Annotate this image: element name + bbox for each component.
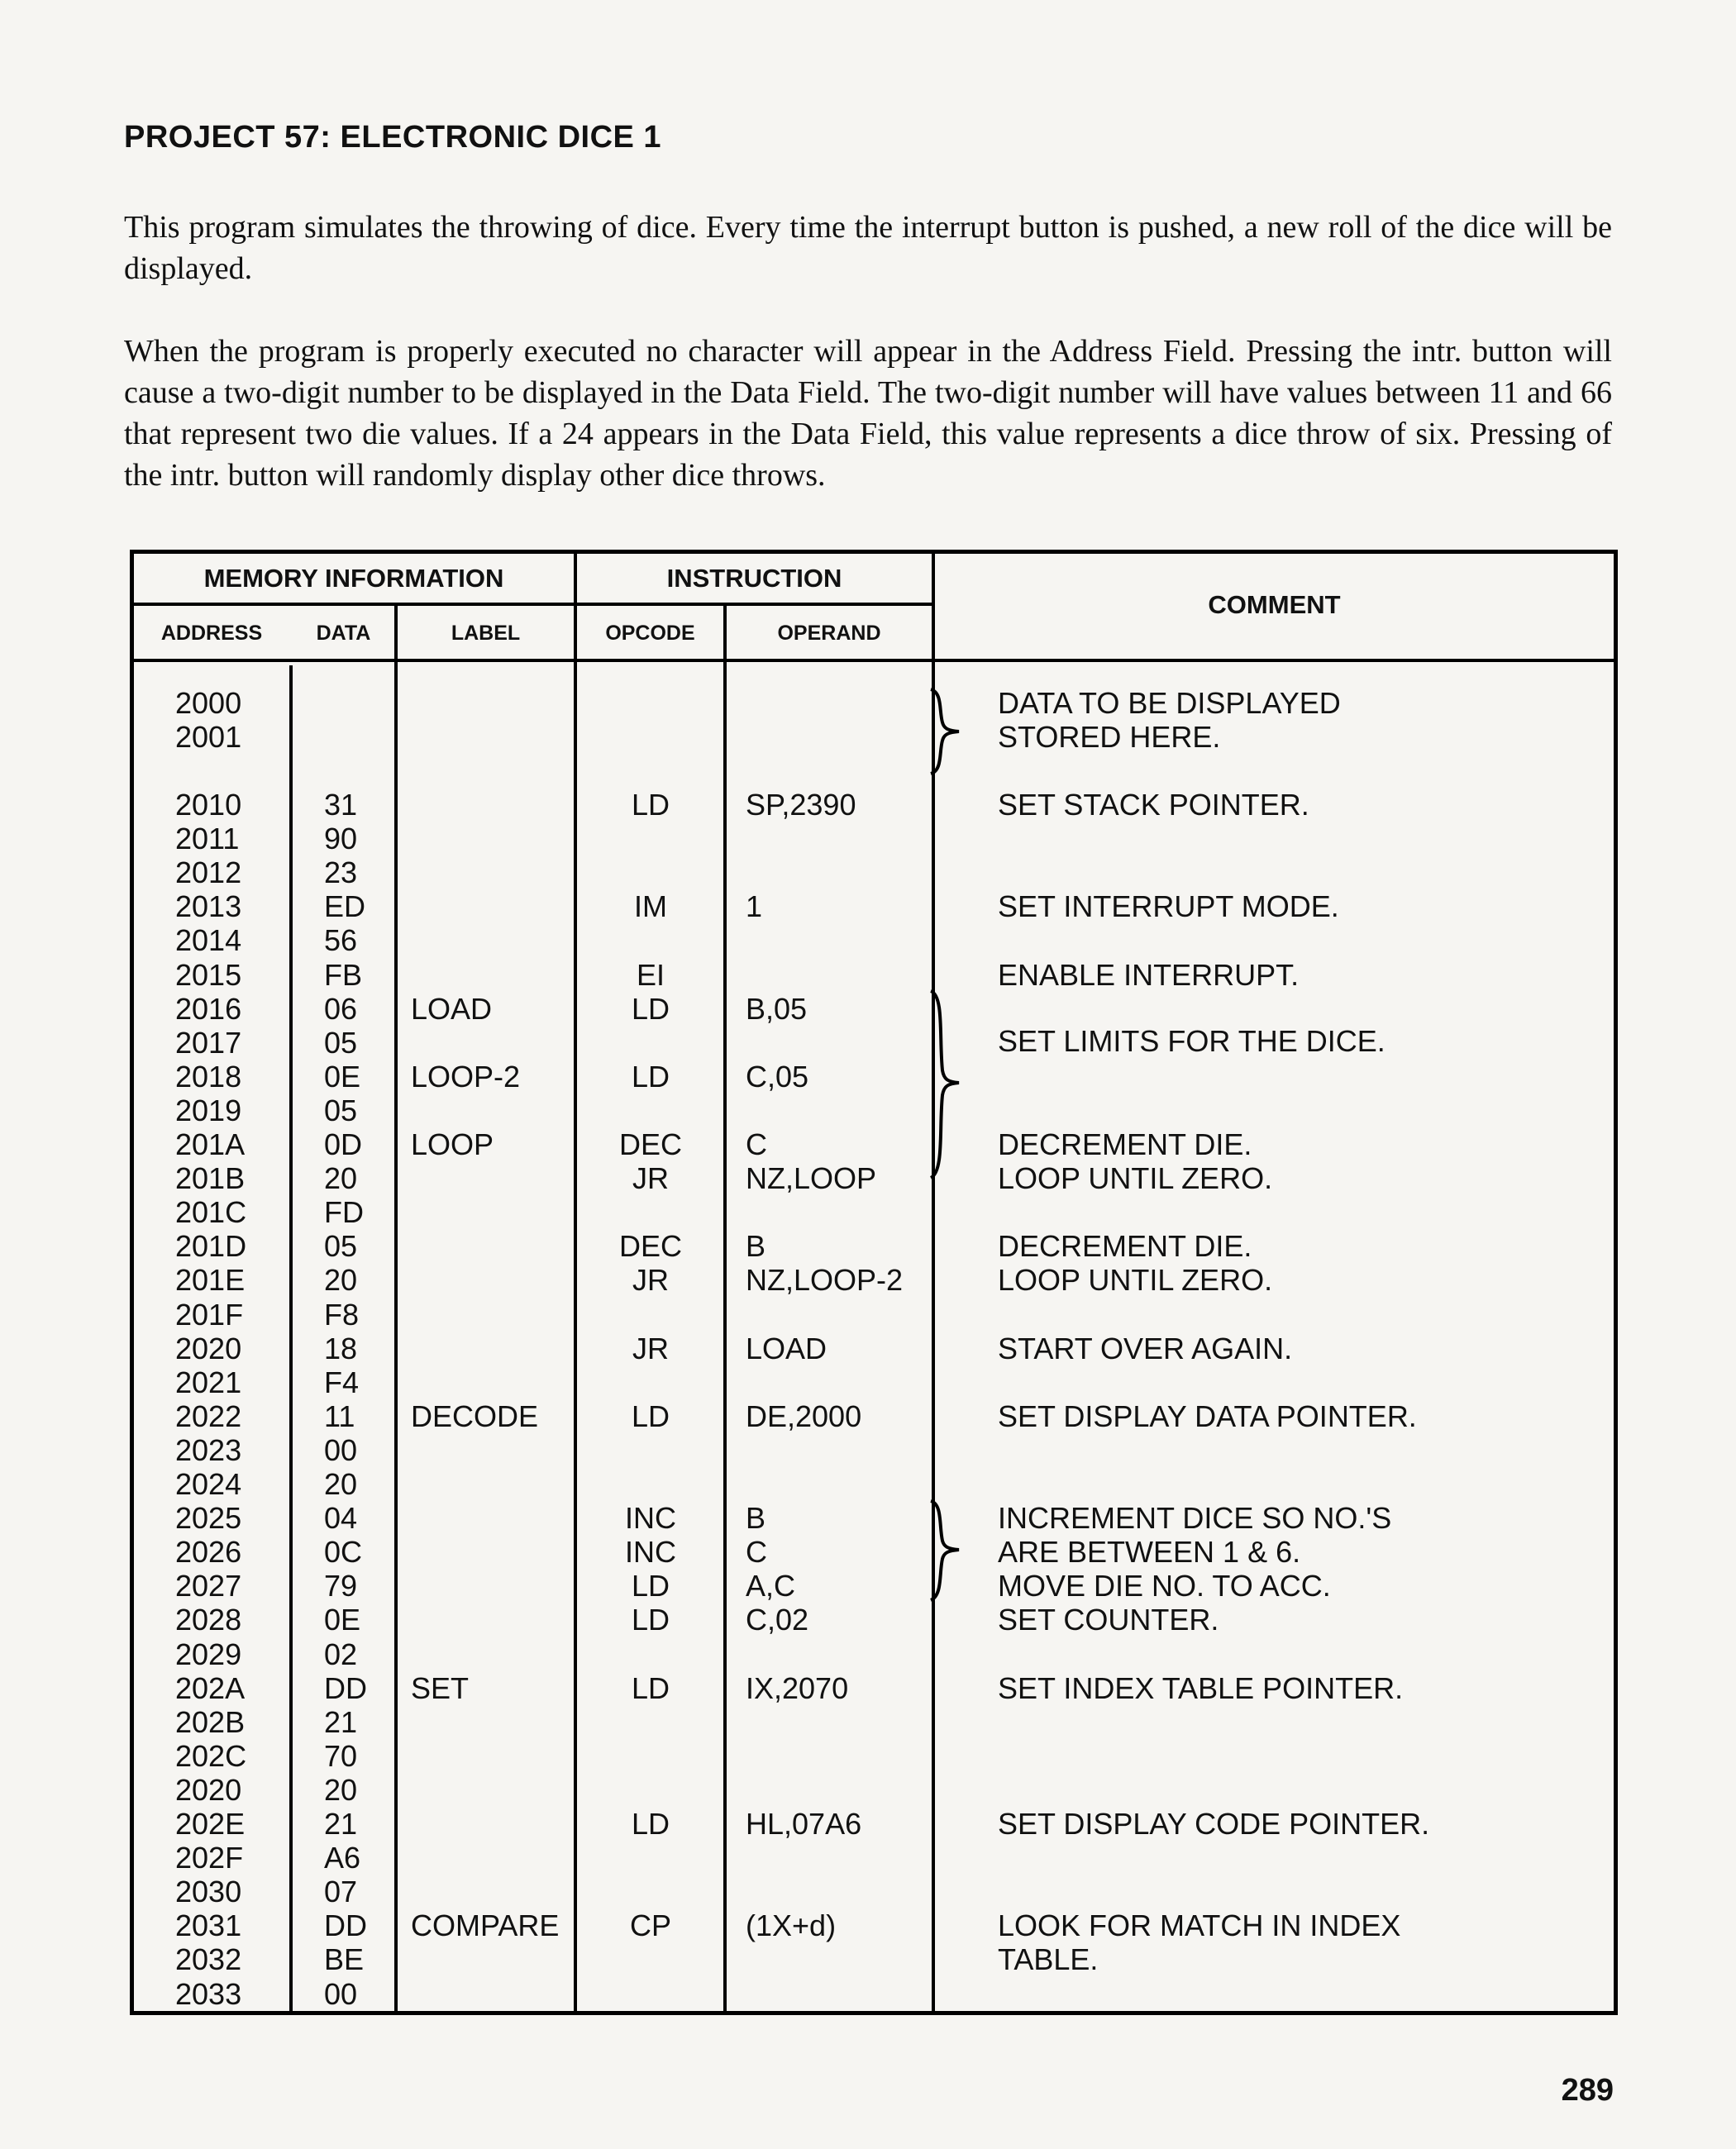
- data-cell: 05: [324, 1229, 358, 1264]
- table-row: [134, 1161, 1614, 1195]
- data-cell: 18: [324, 1331, 358, 1365]
- operand-cell: DE,2000: [746, 1399, 862, 1433]
- operand-cell: C,02: [746, 1603, 809, 1637]
- table-row: [134, 1298, 1614, 1332]
- data-cell: 20: [324, 1467, 358, 1501]
- comment-cell: ARE BETWEEN 1 & 6.: [998, 1535, 1301, 1570]
- operand-cell: HL,07A6: [746, 1807, 862, 1841]
- table-row: [134, 1977, 1614, 2011]
- comment-cell: SET INTERRUPT MODE.: [998, 889, 1339, 924]
- address-cell: 2018: [175, 1059, 242, 1094]
- address-cell: 201C: [175, 1195, 247, 1230]
- operand-cell: SP,2390: [746, 788, 856, 822]
- comment-cell: ENABLE INTERRUPT.: [998, 957, 1300, 992]
- comment-cell: SET DISPLAY CODE POINTER.: [998, 1807, 1430, 1841]
- intro-paragraph: This program simulates the throwing of dice. Every time the interrupt button is pushed, a new roll of the dice will be displayed.: [124, 210, 1612, 286]
- data-cell: 0E: [324, 1059, 361, 1094]
- address-cell: 2021: [175, 1365, 242, 1399]
- table-row: [134, 1263, 1614, 1297]
- data-cell: 31: [324, 788, 358, 822]
- address-cell: 2026: [175, 1535, 242, 1570]
- table-row: [134, 788, 1614, 822]
- comment-cell: STORED HERE.: [998, 720, 1221, 754]
- comment-cell: LOOP UNTIL ZERO.: [998, 1161, 1273, 1196]
- table-row: [134, 1332, 1614, 1365]
- table-row: [134, 1399, 1614, 1433]
- address-cell: 202F: [175, 1841, 244, 1875]
- address-cell: 2025: [175, 1501, 242, 1536]
- table-row: [134, 1433, 1614, 1467]
- data-cell: 70: [324, 1738, 358, 1773]
- comment-cell: SET LIMITS FOR THE DICE.: [998, 1023, 1385, 1058]
- address-cell: 202A: [175, 1670, 246, 1705]
- table-row: [134, 1467, 1614, 1501]
- table-row: [134, 1501, 1614, 1535]
- data-cell: 0C: [324, 1535, 363, 1570]
- comment-cell: LOOP UNTIL ZERO.: [998, 1263, 1273, 1298]
- address-cell: 201A: [175, 1127, 246, 1161]
- opcode-cell: JR: [632, 1161, 669, 1196]
- table-row: [134, 1365, 1614, 1399]
- data-cell: 21: [324, 1704, 358, 1739]
- opcode-cell: LD: [631, 1569, 670, 1603]
- comment-cell: DECREMENT DIE.: [998, 1229, 1252, 1264]
- table-row: [134, 1739, 1614, 1773]
- operand-cell: LOAD: [746, 1331, 827, 1365]
- data-cell: F8: [324, 1297, 360, 1332]
- brace-display-data: [928, 686, 969, 777]
- table-row: [134, 1127, 1614, 1161]
- opcode-cell: LD: [631, 1807, 670, 1841]
- table-row: [134, 1229, 1614, 1263]
- address-cell: 2023: [175, 1432, 242, 1467]
- data-cell: F4: [324, 1365, 360, 1399]
- opcode-cell: DEC: [618, 1127, 682, 1161]
- data-cell: 0D: [324, 1127, 363, 1161]
- header-address: ADDRESS: [160, 622, 263, 645]
- comment-cell: INCREMENT DICE SO NO.'S: [998, 1501, 1392, 1536]
- comment-cell: MOVE DIE NO. TO ACC.: [998, 1569, 1331, 1603]
- address-cell: 202B: [175, 1704, 246, 1739]
- label-cell: LOOP-2: [411, 1059, 521, 1094]
- data-cell: DD: [324, 1908, 367, 1943]
- comment-cell: LOOK FOR MATCH IN INDEX: [998, 1908, 1401, 1943]
- data-cell: 11: [324, 1399, 355, 1433]
- page-title: PROJECT 57: ELECTRONIC DICE 1: [124, 120, 662, 155]
- opcode-cell: INC: [625, 1535, 676, 1570]
- header-operand: OPERAND: [777, 622, 881, 645]
- page-number: 289: [1561, 2073, 1614, 2108]
- operand-cell: C,05: [746, 1059, 809, 1094]
- address-cell: 2011: [175, 822, 240, 856]
- data-cell: 90: [324, 822, 358, 856]
- table-row: [134, 1908, 1614, 1942]
- address-cell: 201F: [175, 1297, 244, 1332]
- address-cell: 2030: [175, 1875, 242, 1909]
- data-cell: FD: [324, 1195, 364, 1230]
- comment-cell: SET DISPLAY DATA POINTER.: [998, 1399, 1417, 1433]
- data-cell: BE: [324, 1942, 365, 1977]
- comment-cell: DECREMENT DIE.: [998, 1127, 1252, 1161]
- address-cell: 202E: [175, 1807, 246, 1841]
- data-cell: 0E: [324, 1603, 361, 1637]
- operand-cell: C: [746, 1535, 767, 1570]
- data-cell: 21: [324, 1807, 358, 1841]
- data-cell: DD: [324, 1670, 367, 1705]
- opcode-cell: LD: [631, 1059, 670, 1094]
- table-row: [134, 992, 1614, 1026]
- opcode-cell: JR: [632, 1331, 669, 1365]
- header-instruction: INSTRUCTION: [666, 564, 842, 593]
- table-row: [134, 958, 1614, 992]
- operand-cell: B: [746, 1501, 766, 1536]
- opcode-cell: LD: [631, 1670, 670, 1705]
- opcode-cell: LD: [631, 1603, 670, 1637]
- data-cell: 79: [324, 1569, 358, 1603]
- table-row: [134, 1023, 1614, 1060]
- label-cell: LOOP: [411, 1127, 494, 1161]
- address-cell: 2019: [175, 1093, 242, 1127]
- opcode-cell: INC: [625, 1501, 676, 1536]
- table-row: [134, 1942, 1614, 1976]
- opcode-cell: LD: [631, 991, 670, 1026]
- operand-cell: IX,2070: [746, 1670, 849, 1705]
- label-cell: LOAD: [411, 991, 493, 1026]
- address-cell: 2010: [175, 788, 242, 822]
- table-row: [134, 686, 1614, 720]
- table-row: [134, 1807, 1614, 1841]
- data-cell: 23: [324, 855, 358, 890]
- data-cell: 05: [324, 1093, 358, 1127]
- data-cell: 04: [324, 1501, 358, 1536]
- table-row: [134, 1535, 1614, 1569]
- table-row: [134, 1671, 1614, 1705]
- header-data: DATA: [316, 622, 371, 645]
- header-label: LABEL: [451, 622, 521, 645]
- header-memory-information: MEMORY INFORMATION: [203, 564, 504, 593]
- table-row: [134, 1569, 1614, 1603]
- operand-cell: C: [746, 1127, 767, 1161]
- address-cell: 2031: [175, 1908, 242, 1943]
- comment-cell: SET COUNTER.: [998, 1603, 1219, 1637]
- data-cell: 00: [324, 1432, 358, 1467]
- address-cell: 2032: [175, 1942, 242, 1977]
- address-cell: 2000: [175, 686, 242, 720]
- operand-cell: A,C: [746, 1569, 796, 1603]
- data-cell: 05: [324, 1025, 358, 1060]
- opcode-cell: EI: [636, 957, 665, 992]
- address-cell: 2020: [175, 1772, 242, 1807]
- data-cell: 20: [324, 1772, 358, 1807]
- operand-cell: B,05: [746, 991, 808, 1026]
- program-listing-table: [130, 550, 1618, 2015]
- address-cell: 2027: [175, 1569, 242, 1603]
- header-opcode: OPCODE: [605, 622, 695, 645]
- address-cell: 202C: [175, 1738, 247, 1773]
- rule-under-column-headers: [134, 659, 1614, 662]
- comment-cell: TABLE.: [998, 1942, 1099, 1977]
- data-cell: 56: [324, 923, 358, 958]
- data-cell: 02: [324, 1637, 358, 1671]
- address-cell: 201E: [175, 1263, 246, 1298]
- address-cell: 2022: [175, 1399, 242, 1433]
- address-cell: 2016: [175, 991, 242, 1026]
- address-cell: 2014: [175, 923, 242, 958]
- comment-cell: DATA TO BE DISPLAYED: [998, 686, 1341, 720]
- table-row: [134, 720, 1614, 754]
- table-row: [134, 1094, 1614, 1127]
- address-cell: 2013: [175, 889, 242, 924]
- address-cell: 2033: [175, 1976, 242, 2011]
- data-cell: ED: [324, 889, 366, 924]
- operand-cell: NZ,LOOP-2: [746, 1263, 904, 1298]
- operand-cell: B: [746, 1229, 766, 1264]
- rule-under-group-headers: [134, 603, 932, 606]
- address-cell: 201B: [175, 1161, 246, 1196]
- label-cell: SET: [411, 1670, 470, 1705]
- table-row: [134, 1637, 1614, 1671]
- brace-increment-dice: [928, 1498, 969, 1613]
- address-cell: 2017: [175, 1025, 242, 1060]
- comment-cell: SET STACK POINTER.: [998, 788, 1309, 822]
- address-cell: 2028: [175, 1603, 242, 1637]
- address-cell: 2024: [175, 1467, 242, 1501]
- opcode-cell: CP: [629, 1908, 671, 1943]
- operand-cell: (1X+d): [746, 1908, 837, 1943]
- table-row: [134, 1773, 1614, 1807]
- table-row: [134, 1603, 1614, 1637]
- address-cell: 2015: [175, 957, 242, 992]
- opcode-cell: JR: [632, 1263, 669, 1298]
- data-cell: 07: [324, 1875, 358, 1909]
- comment-cell: START OVER AGAIN.: [998, 1331, 1293, 1365]
- table-row: [134, 1875, 1614, 1908]
- brace-dice-limits: [928, 988, 969, 1182]
- instructions-paragraph: When the program is properly executed no character will appear in the Address Field. Pressing the intr. button will cause a two-digit number to be displayed in the Data Field. The two-digit number will have values between 11 and 66 that represent two die values. If a 24 appears in the Data Field, this value represents a dice throw of six. Pressing of the intr. button will randomly display other dice throws.: [124, 334, 1612, 493]
- label-cell: DECODE: [411, 1399, 539, 1433]
- data-cell: 20: [324, 1263, 358, 1298]
- address-cell: 2020: [175, 1331, 242, 1365]
- table-row: [134, 1841, 1614, 1875]
- table-row: [134, 855, 1614, 889]
- header-comment: COMMENT: [1208, 590, 1341, 619]
- opcode-cell: DEC: [618, 1229, 682, 1264]
- data-cell: A6: [324, 1841, 361, 1875]
- table-row: [134, 822, 1614, 855]
- operand-cell: 1: [746, 889, 763, 924]
- table-row: [134, 1195, 1614, 1229]
- comment-cell: SET INDEX TABLE POINTER.: [998, 1670, 1404, 1705]
- opcode-cell: LD: [631, 788, 670, 822]
- data-cell: 20: [324, 1161, 358, 1196]
- table-row: [134, 923, 1614, 957]
- address-cell: 2029: [175, 1637, 242, 1671]
- opcode-cell: LD: [631, 1399, 670, 1433]
- data-cell: FB: [324, 957, 363, 992]
- address-cell: 2012: [175, 855, 242, 890]
- address-cell: 201D: [175, 1229, 247, 1264]
- table-row: [134, 1705, 1614, 1739]
- operand-cell: NZ,LOOP: [746, 1161, 877, 1196]
- data-cell: 00: [324, 1976, 358, 2011]
- table-row: [134, 1060, 1614, 1094]
- address-cell: 2001: [175, 720, 242, 754]
- opcode-cell: IM: [634, 889, 667, 924]
- data-cell: 06: [324, 991, 358, 1026]
- table-row: [134, 889, 1614, 923]
- label-cell: COMPARE: [411, 1908, 560, 1943]
